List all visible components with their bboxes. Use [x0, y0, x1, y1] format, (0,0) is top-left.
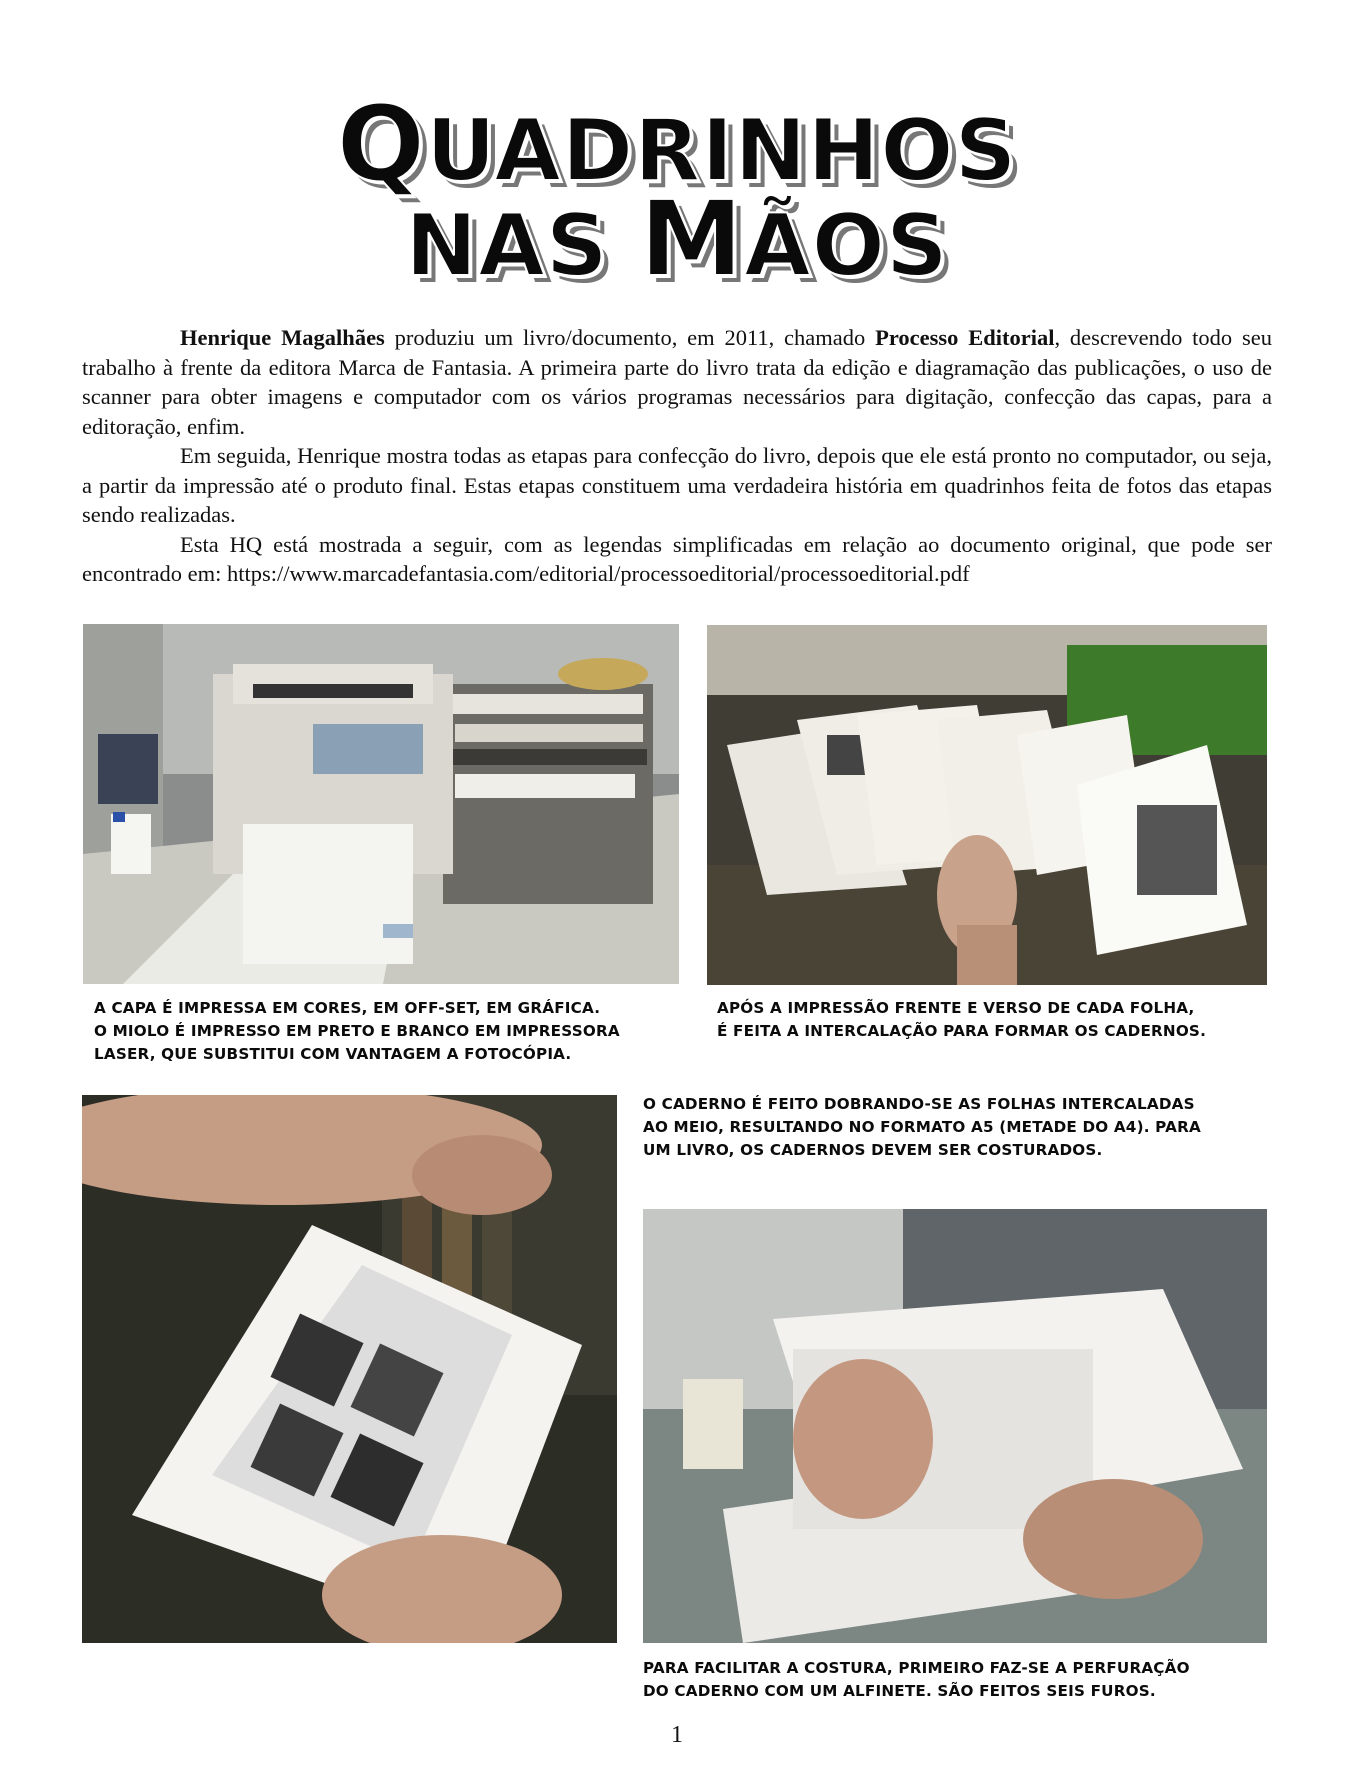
photo-collating-sheets [707, 625, 1267, 985]
page-title-line-1: QUADRINHOS [336, 83, 1018, 205]
caption-line: A CAPA É IMPRESSA EM CORES, EM OFF-SET, EM GRÁFICA. [94, 999, 601, 1017]
photo-folded-signature [82, 1095, 617, 1643]
photo-piercing-signature [643, 1209, 1267, 1643]
author-name: Henrique Magalhães [180, 325, 385, 350]
page-title-line-2: NAS MÃOS [405, 178, 949, 300]
photo-printer [83, 624, 679, 984]
book-title: Processo Editorial [875, 325, 1055, 350]
page-number: 1 [671, 1722, 683, 1748]
intro-paragraph-1: Henrique Magalhães produziu um livro/documento, em 2011, chamado Processo Editorial, descrevendo todo seu trabalho à frente da editora Marca de Fantasia. A primeira parte do livro trata da edição e diagramação das publicações, o uso de scanner para obter imagens e computador com os vários programas necessários para digitação, confecção das capas, para a editoração, enfim. [82, 325, 1272, 439]
intro-paragraph-3: Esta HQ está mostrada a seguir, com as legendas simplificadas em relação ao documento original, que pode ser encontrado em: https://www.marcadefantasia.com/editorial/processoeditorial/processoeditorial.pdf [82, 531, 1272, 586]
intro-paragraph-2: Em seguida, Henrique mostra todas as etapas para confecção do livro, depois que ele está pronto no computador, ou seja, a partir da impressão até o produto final. Estas etapas constituem uma verdadeira história em quadrinhos feita de fotos das etapas sendo realizadas. [82, 443, 1272, 527]
caption-line: UM LIVRO, OS CADERNOS DEVEM SER COSTURADOS. [643, 1141, 1103, 1159]
caption-line: PARA FACILITAR A COSTURA, PRIMEIRO FAZ-SE A PERFURAÇÃO [643, 1659, 1190, 1677]
caption-line: APÓS A IMPRESSÃO FRENTE E VERSO DE CADA FOLHA, [717, 999, 1195, 1017]
caption-line: DO CADERNO COM UM ALFINETE. SÃO FEITOS SEIS FUROS. [643, 1682, 1156, 1700]
caption-line: LASER, QUE SUBSTITUI COM VANTAGEM A FOTOCÓPIA. [94, 1045, 572, 1063]
caption-line: O MIOLO É IMPRESSO EM PRETO E BRANCO EM IMPRESSORA [94, 1022, 620, 1040]
caption-printer [94, 997, 620, 1066]
caption-piercing [643, 1657, 1190, 1703]
intro-text [82, 323, 1272, 589]
caption-folding [643, 1093, 1201, 1162]
caption-line: AO MEIO, RESULTANDO NO FORMATO A5 (METADE DO A4). PARA [643, 1118, 1201, 1136]
caption-line: É FEITA A INTERCALAÇÃO PARA FORMAR OS CADERNOS. [717, 1022, 1207, 1040]
caption-collating [717, 997, 1206, 1043]
caption-line: O CADERNO É FEITO DOBRANDO-SE AS FOLHAS INTERCALADAS [643, 1095, 1195, 1113]
